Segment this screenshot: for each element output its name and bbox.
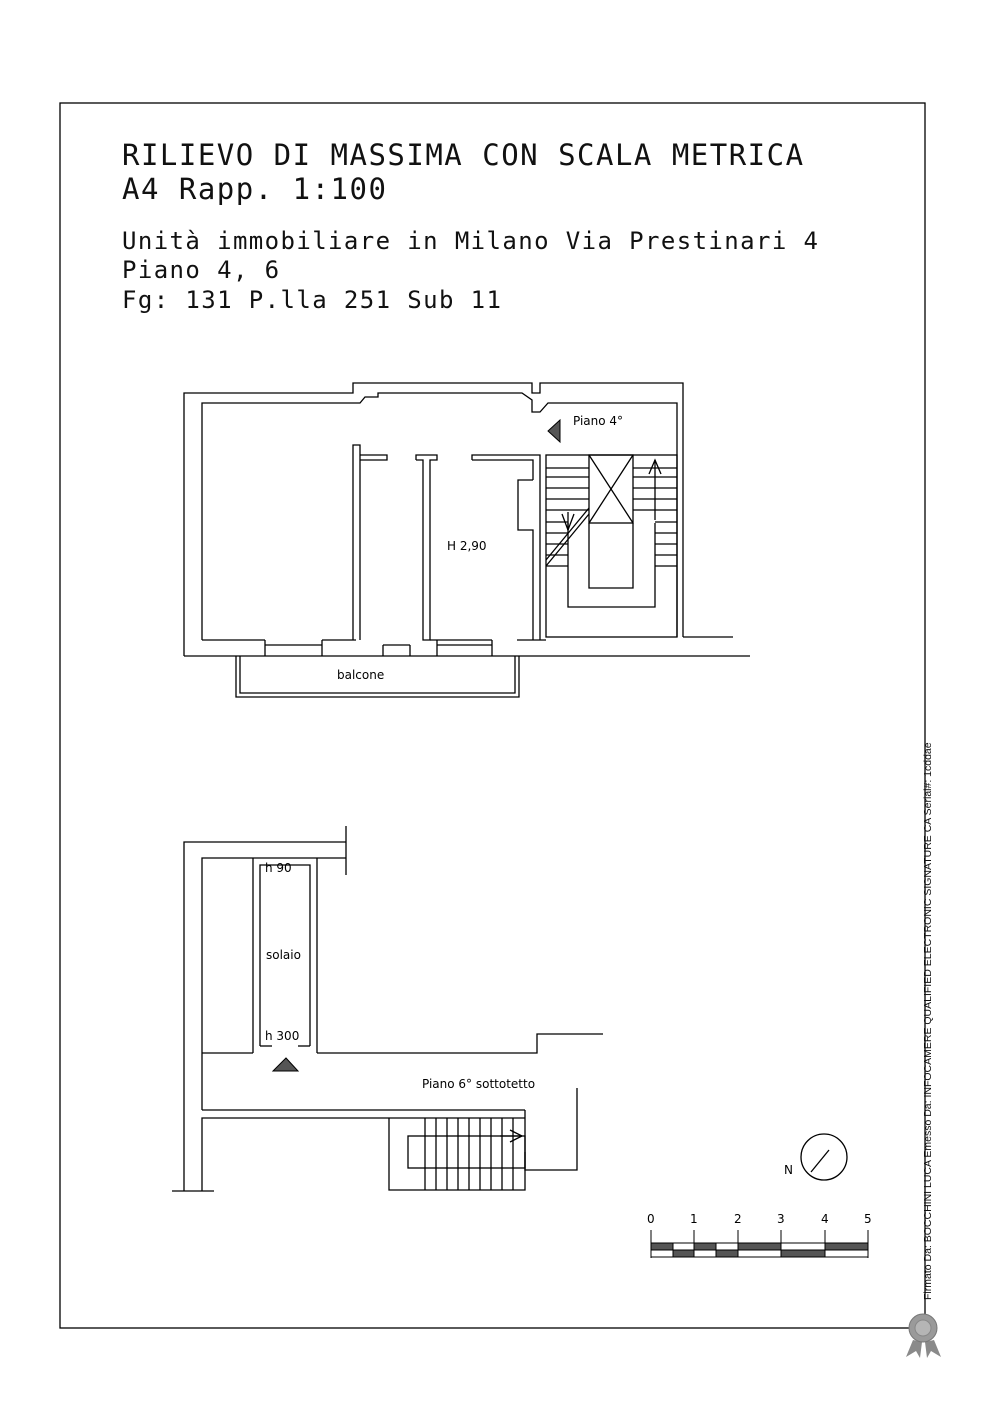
info-line1: Unità immobiliare in Milano Via Prestinari 4 [122,227,820,255]
scale-tick: 2 [734,1212,742,1226]
signature-seal-icon [906,1314,941,1358]
height-label: H 2,90 [447,539,487,553]
floor4-label: Piano 4° [573,414,624,428]
north-compass-icon [801,1134,847,1180]
height-bottom-label: h 300 [265,1029,300,1043]
info-line3: Fg: 131 P.lla 251 Sub 11 [122,286,503,314]
floor6-plan [172,826,603,1191]
scale-tick: 1 [690,1212,698,1226]
north-label: N [784,1163,793,1177]
scale-tick: 5 [864,1212,872,1226]
scale-bar [651,1230,868,1258]
title-line1: RILIEVO DI MASSIMA CON SCALA METRICA [122,138,805,172]
direction-arrow-icon [273,1058,298,1071]
floor6-label: Piano 6° sottotetto [422,1077,536,1091]
scale-tick: 0 [647,1212,655,1226]
direction-arrow-icon [548,420,560,442]
digital-signature-text: Firmato Da: BOCCHINI LUCA Emesso Da: INFOCAMERE QUALIFIED ELECTRONIC SIGNATURE CA Serial#: 1cddae [922,742,934,1300]
scale-tick: 3 [777,1212,785,1226]
height-top-label: h 90 [265,861,292,875]
title-line2: A4 Rapp. 1:100 [122,172,388,206]
info-line2: Piano 4, 6 [122,256,281,284]
room-label: solaio [266,948,301,962]
scale-tick: 4 [821,1212,829,1226]
balcony-label: balcone [337,668,385,682]
